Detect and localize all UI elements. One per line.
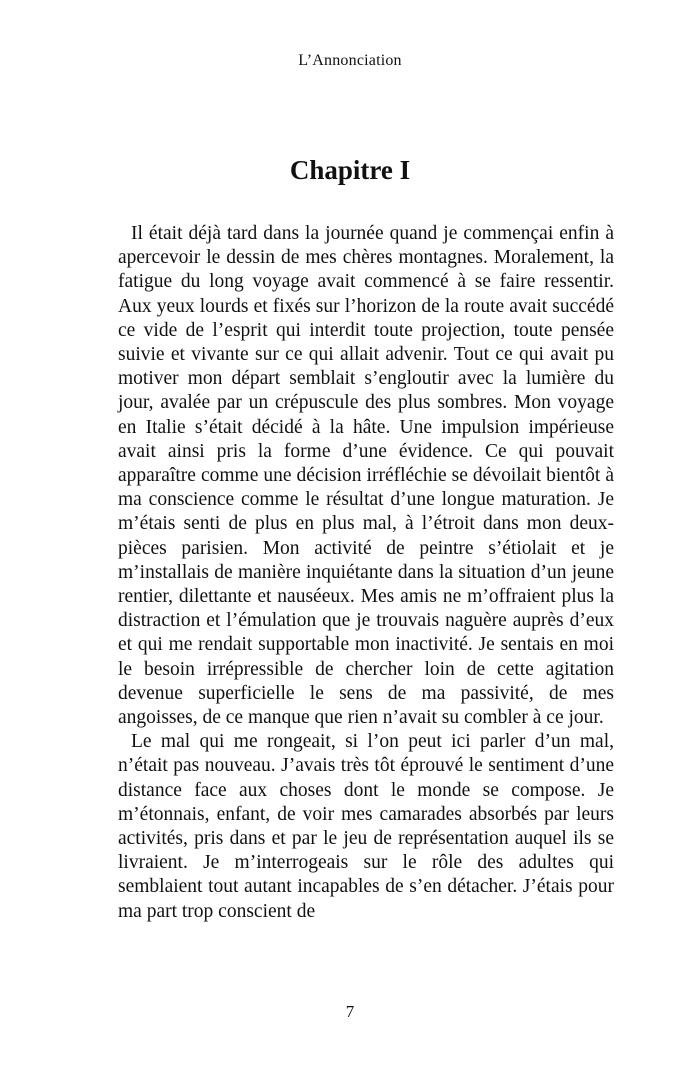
- chapter-title: Chapitre I: [289, 155, 411, 185]
- body-text: [118, 222, 614, 924]
- paragraph: Il était déjà tard dans la journée quand je commençai enfin à apercevoir le dessin de mes chères montagnes. Moralement, la fatigue du long voyage avait commencé à se faire ressentir. Aux yeux lourds et fixés sur l’horizon de la route avait succédé ce vide de l’esprit qui interdit toute projection, toute pensée suivie et vivante sur ce qui allait advenir. Tout ce qui avait pu motiver mon départ semblait s’engloutir avec la lumière du jour, avalée par un crépuscule des plus sombres. Mon voyage en Italie s’était décidé à la hâte. Une impulsion impérieuse avait ainsi pris la forme d’une évidence. Ce qui pouvait apparaître comme une décision irréfléchie se dévoilait bientôt à ma conscience comme le résultat d’une longue maturation. Je m’étais senti de plus en plus mal, à l’étroit dans mon deux-pièces parisien. Mon activité de peintre s’étiolait et je m’installais de manière inquiétante dans la situation d’un jeune rentier, dilettante et nauséeux. Mes amis ne m’offraient plus la distraction et l’émulation que je trouvais naguère auprès d’eux et qui me rendait supportable mon inactivité. Je sentais en moi le besoin irrépressible de chercher loin de cette agitation devenue superficielle le sens de ma passivité, de mes angoisses, de ce manque que rien n’avait su combler à ce jour.: [118, 223, 614, 729]
- page-number: 7: [345, 1002, 355, 1021]
- paragraph: Le mal qui me rongeait, si l’on peut ici parler d’un mal, n’était pas nouveau. J’avais très tôt éprouvé le sentiment d’une distance face aux choses dont le monde se compose. Je m’étonnais, enfant, de voir mes camarades absorbés par leurs activités, pris dans et par le jeu de représentation auquel ils se livraient. Je m’interrogeais sur le rôle des adultes qui semblaient tout autant incapables de s’en détacher. J’étais pour ma part trop conscient de: [118, 731, 614, 922]
- running-head: L’Annonciation: [298, 52, 402, 69]
